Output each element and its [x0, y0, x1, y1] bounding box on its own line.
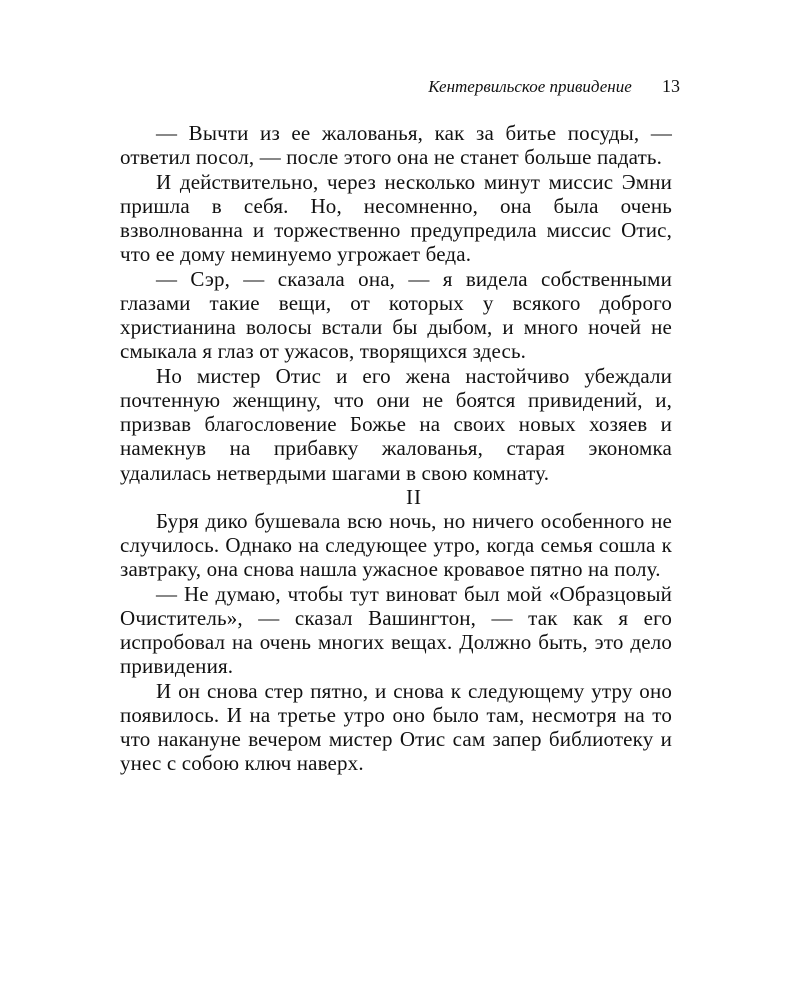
chapter-heading: II [406, 484, 422, 509]
paragraph: Буря дико бушевала всю ночь, но ничего особенного не случилось. Однако на следующее утро, когда семья сошла к завтраку, она снова нашла ужасное кровавое пятно на полу. [120, 508, 672, 582]
page-number: 13 [662, 76, 680, 96]
running-title: Кентервильское привидение [428, 77, 632, 96]
paragraph: И он снова стер пятно, и снова к следующему утру оно появилось. И на третье утро оно было там, несмотря на то что накануне вечером мистер Отис сам запер библиотеку и унес с собою ключ наверх. [120, 678, 672, 776]
paragraph: — Не думаю, чтобы тут виноват был мой «Образцовый Очиститель», — сказал Вашингтон, — так как я его испробовал на очень многих вещах. Должно быть, это дело привидения. [120, 581, 672, 679]
body-text [120, 121, 672, 776]
paragraph: И действительно, через несколько минут миссис Эмни пришла в себя. Но, несомненно, она была очень взволнованна и торжественно предупредила миссис Отис, что ее дому неминуемо угрожает беда. [120, 169, 672, 267]
running-header [120, 74, 680, 99]
paragraph: — Вычти из ее жалованья, как за битье посуды, — ответил посол, — после этого она не станет больше падать. [120, 121, 672, 170]
paragraph: — Сэр, — сказала она, — я видела собственными глазами такие вещи, от которых у всякого доброго христианина волосы встали бы дыбом, и много ночей не смыкала я глаз от ужасов, творящихся здесь. [120, 266, 672, 364]
paragraph: Но мистер Отис и его жена настойчиво убеждали почтенную женщину, что они не боятся привидений, и, призвав благословение Божье на своих новых хозяев и намекнув на прибавку жалованья, старая экономка удалилась нетвердыми шагами в свою комнату. [120, 363, 672, 485]
